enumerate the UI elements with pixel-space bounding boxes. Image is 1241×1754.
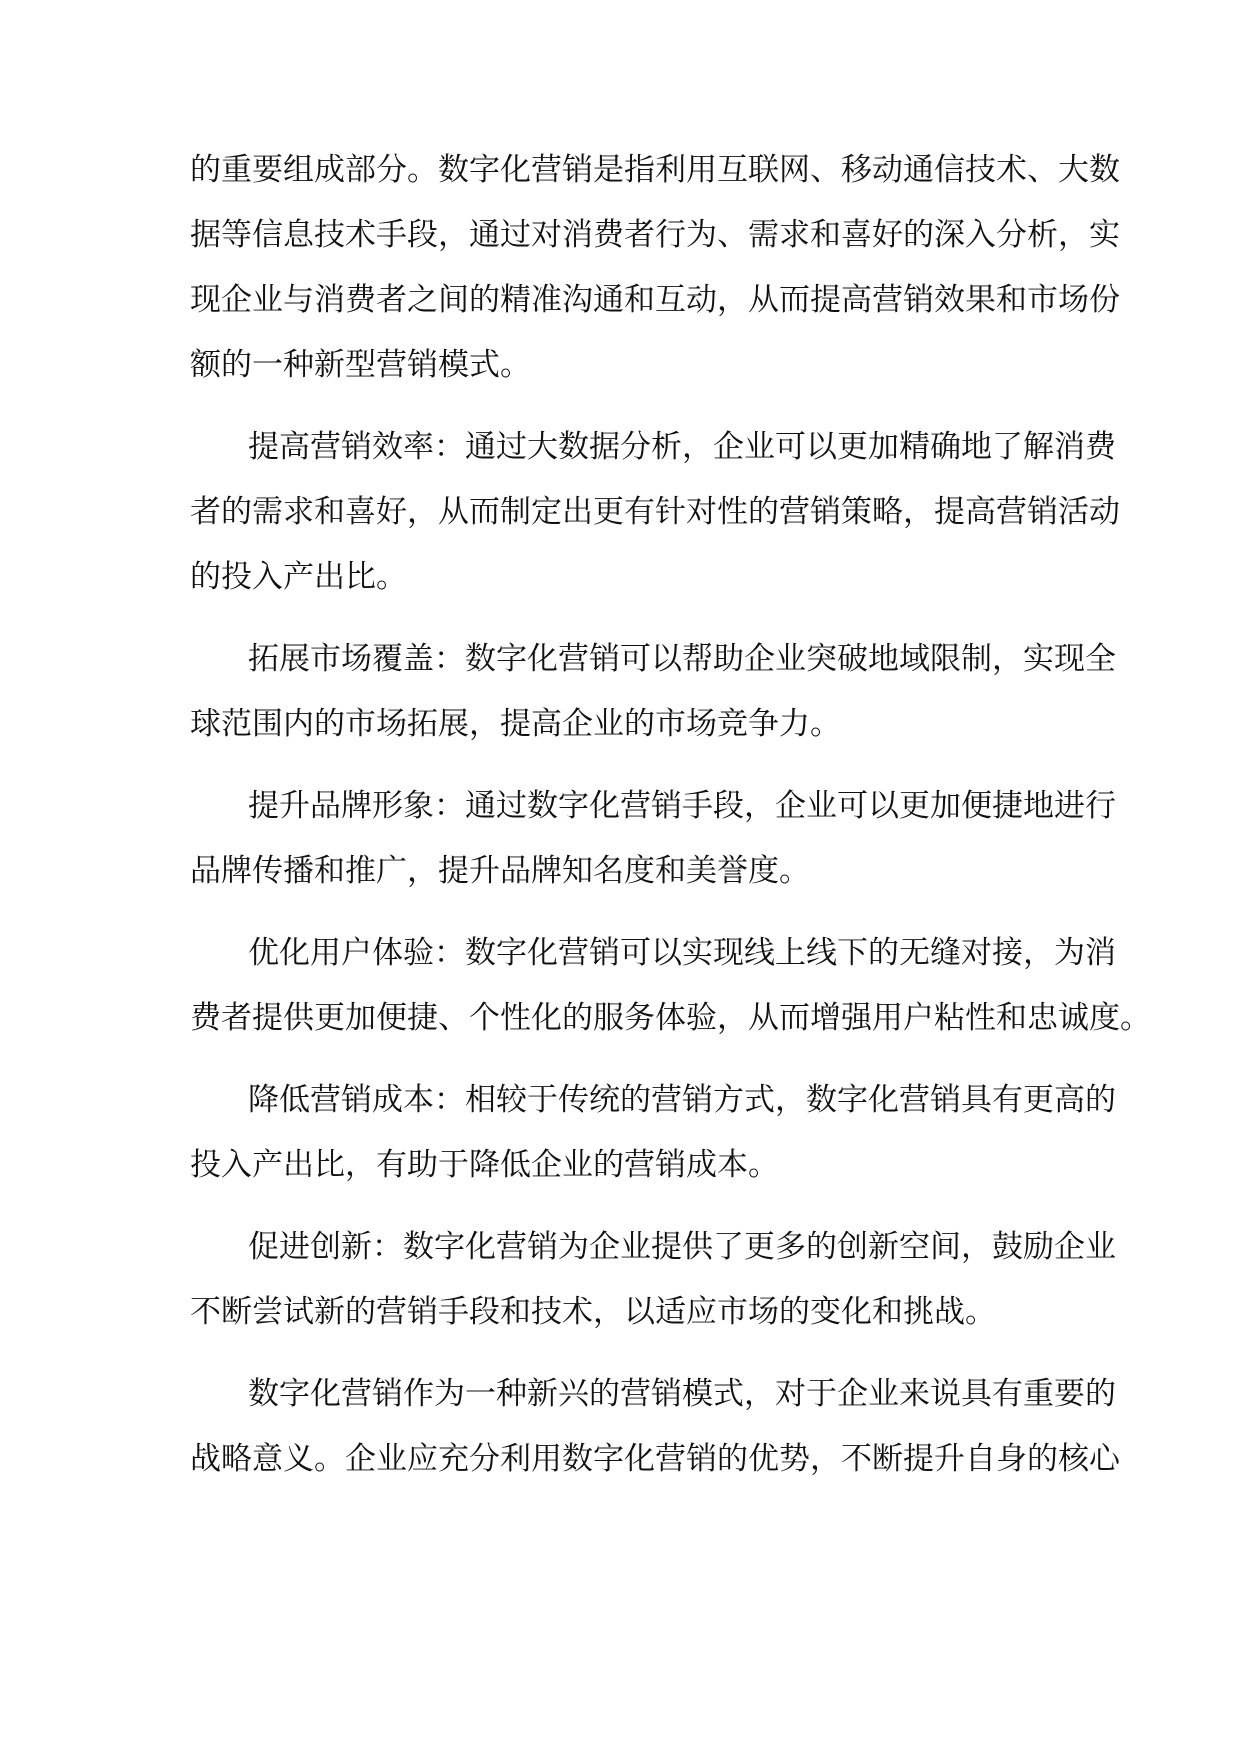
paragraph-2-line-2: 者的需求和喜好，从而制定出更有针对性的营销策略，提高营销活动 bbox=[190, 494, 1120, 530]
paragraph-3-line-1: 拓展市场覆盖：数字化营销可以帮助企业突破地域限制，实现全 bbox=[248, 641, 1116, 677]
paragraph-5-line-2: 费者提供更加便捷、个性化的服务体验，从而增强用户粘性和忠诚度。 bbox=[190, 1000, 1151, 1036]
paragraph-8-line-1: 数字化营销作为一种新兴的营销模式，对于企业来说具有重要的 bbox=[248, 1376, 1116, 1412]
paragraph-1-line-4: 额的一种新型营销模式。 bbox=[190, 347, 531, 383]
paragraph-1-line-2: 据等信息技术手段，通过对消费者行为、需求和喜好的深入分析，实 bbox=[190, 217, 1120, 253]
paragraph-8-line-2: 战略意义。企业应充分利用数字化营销的优势，不断提升自身的核心 bbox=[190, 1441, 1120, 1477]
paragraph-6-line-1: 降低营销成本：相较于传统的营销方式，数字化营销具有更高的 bbox=[248, 1082, 1116, 1118]
paragraph-3-line-2: 球范围内的市场拓展，提高企业的市场竞争力。 bbox=[190, 706, 841, 742]
paragraph-2-line-3: 的投入产出比。 bbox=[190, 559, 407, 595]
paragraph-7-line-1: 促进创新：数字化营销为企业提供了更多的创新空间，鼓励企业 bbox=[248, 1229, 1116, 1265]
paragraph-4-line-2: 品牌传播和推广，提升品牌知名度和美誉度。 bbox=[190, 853, 810, 889]
paragraph-7-line-2: 不断尝试新的营销手段和技术，以适应市场的变化和挑战。 bbox=[190, 1294, 996, 1330]
paragraph-1-line-1: 的重要组成部分。数字化营销是指利用互联网、移动通信技术、大数 bbox=[190, 152, 1120, 188]
paragraph-2-line-1: 提高营销效率：通过大数据分析，企业可以更加精确地了解消费 bbox=[248, 429, 1116, 465]
paragraph-6-line-2: 投入产出比，有助于降低企业的营销成本。 bbox=[190, 1147, 779, 1183]
paragraph-5-line-1: 优化用户体验：数字化营销可以实现线上线下的无缝对接，为消 bbox=[248, 935, 1116, 971]
paragraph-1-line-3: 现企业与消费者之间的精准沟通和互动，从而提高营销效果和市场份 bbox=[190, 282, 1120, 318]
paragraph-4-line-1: 提升品牌形象：通过数字化营销手段，企业可以更加便捷地进行 bbox=[248, 788, 1116, 824]
